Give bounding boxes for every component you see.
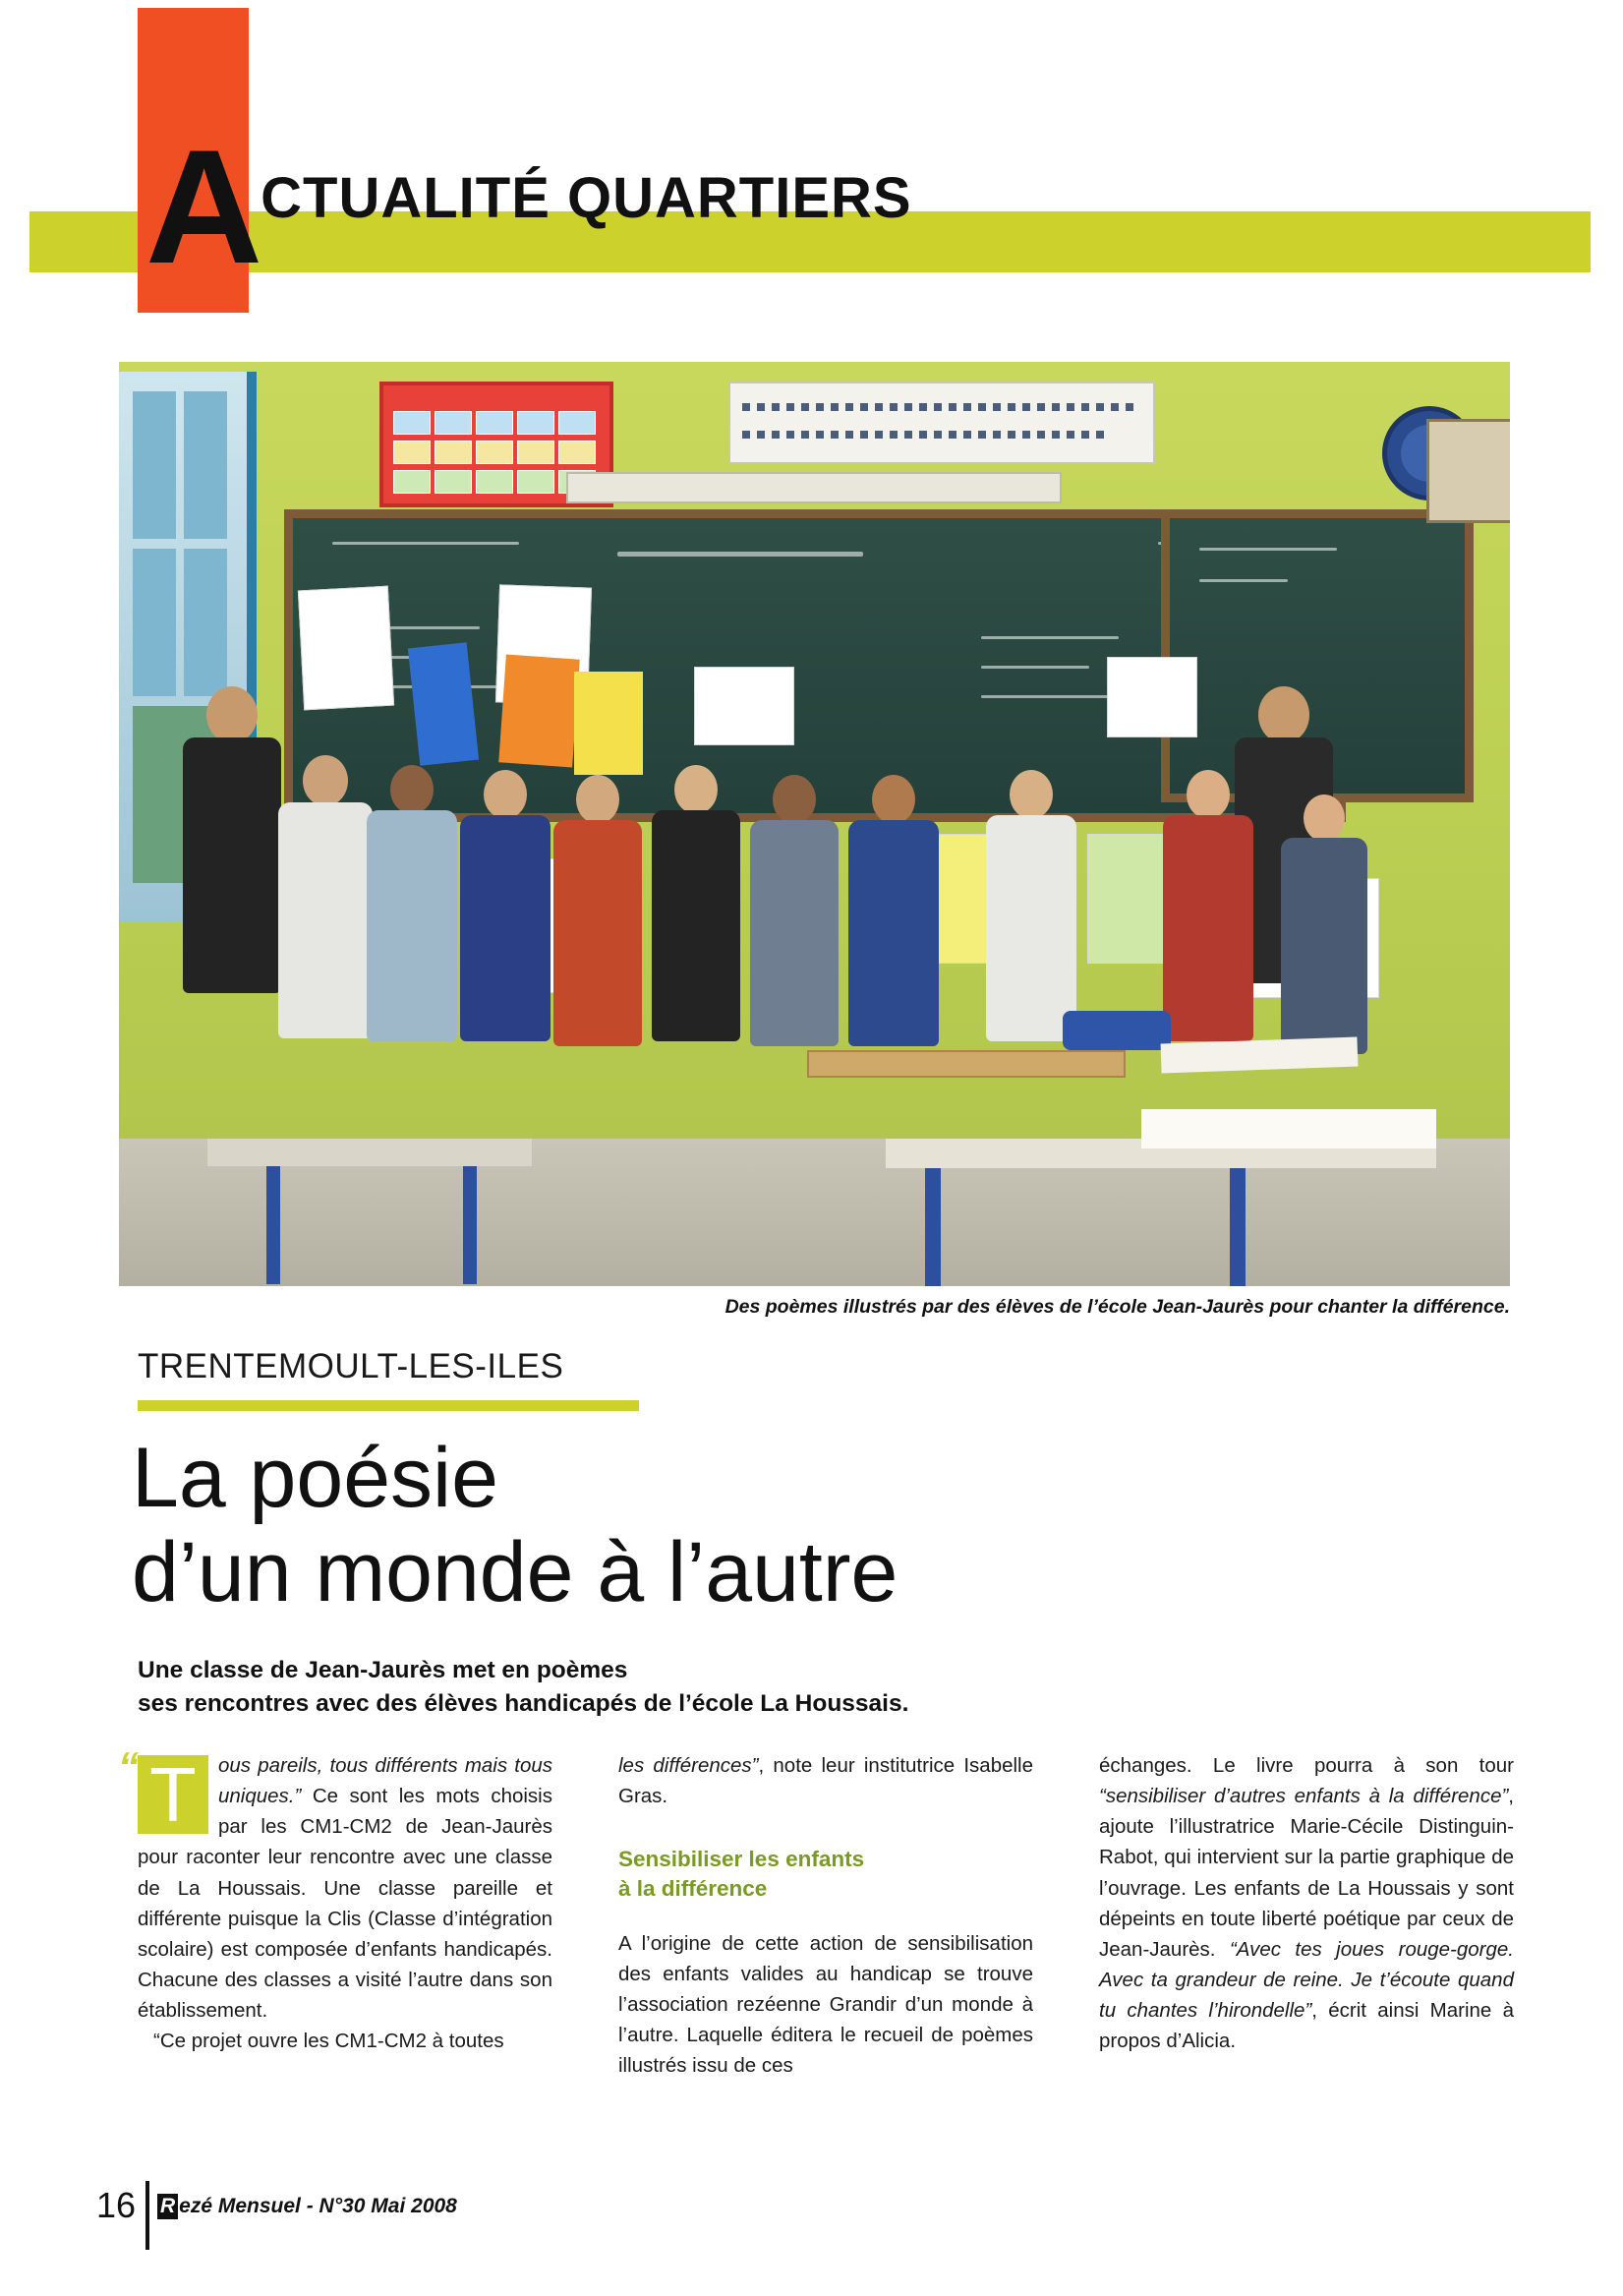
article-photo [119, 362, 1510, 1286]
photo-pupil [1279, 795, 1369, 1129]
photo-desk-leg [463, 1166, 477, 1284]
photo-alphabet-strip [728, 382, 1155, 464]
standfirst-line-2: ses rencontres avec des élèves handicapés de l’école La Houssais. [138, 1689, 909, 1717]
kicker-rule [138, 1400, 639, 1411]
photo-drawing [574, 672, 643, 775]
photo-caption: Des poèmes illustrés par des élèves de l’école Jean-Jaurès pour chanter la différence. [725, 1296, 1510, 1318]
page-number: 16 [96, 2185, 137, 2225]
photo-pupil [365, 765, 459, 1119]
photo-drawing [694, 667, 794, 745]
article-column-1 [118, 1743, 552, 2057]
standfirst-line-1: Une classe de Jean-Jaurès met en poèmes [138, 1657, 628, 1683]
classroom-photo-scene [119, 362, 1510, 1286]
col3-quote-2: “Avec tes joues rouge-gorge. Avec ta grandeur de reine. Je t’écoute quand tu chantes l’hirondelle” [1099, 1937, 1514, 2023]
col3-text-c: , écrit ainsi Marine à propos d’Alicia. [1099, 1999, 1515, 2053]
subhead-line-2: à la différence [618, 1875, 768, 1901]
masthead-title-rest: CTUALITÉ QUARTIERS [261, 166, 912, 230]
photo-desk [807, 1050, 1126, 1078]
photo-notebook [1141, 1109, 1436, 1148]
col2-lead-rest: , note leur institutrice Isabelle Gras. [618, 1754, 1034, 1808]
photo-desk-leg [266, 1166, 280, 1284]
col2-lead-italic: les différences” [618, 1754, 759, 1777]
col3-text-b: , ajoute l’illustratrice Marie-Cécile Distinguin-Rabot, qui intervient sur la partie graphique de l’ouvrage. Les enfants de La Houssais y sont dépeints en toute liberté poétique par ceux de Jean-Jaurès. [1099, 1785, 1514, 1961]
col1-lead-italic: ous pareils, tous différents mais tous uniques.” [218, 1754, 552, 1808]
article-column-3 [1099, 1750, 1514, 2057]
subhead-line-1: Sensibiliser les enfants [618, 1847, 865, 1872]
paragraph [618, 1750, 1033, 1811]
photo-drawing [1107, 657, 1197, 737]
photo-pupil [276, 755, 375, 1129]
article-body [118, 1743, 1515, 2163]
headline-line-1: La poésie [132, 1431, 498, 1525]
photo-shelf [566, 472, 1062, 503]
col3-quote-1: “sensibiliser d’autres enfants à la différence” [1099, 1785, 1509, 1808]
photo-desk-leg [1230, 1168, 1246, 1286]
col1-paragraph-2: “Ce projet ouvre les CM1-CM2 à toutes [153, 2030, 504, 2053]
article-standfirst [138, 1654, 1121, 1721]
footer-issue-info: Mensuel - N°30 Mai 2008 [212, 2195, 457, 2217]
masthead-title [145, 116, 912, 297]
paragraph [138, 2026, 552, 2056]
paragraph [618, 1928, 1033, 2082]
headline-line-2: d’un monde à l’autre [132, 1525, 898, 1620]
photo-drawing [298, 586, 394, 711]
masthead-title-capital: A [145, 116, 261, 297]
section-subhead [618, 1845, 1033, 1903]
article-column-2 [618, 1750, 1033, 2082]
opening-quote-mark: “ [118, 1743, 139, 1790]
photo-drawing [408, 642, 479, 766]
photo-desk-leg [925, 1168, 941, 1286]
photo-pupil [458, 770, 552, 1114]
drop-cap: T [138, 1755, 208, 1834]
col3-text-a: échanges. Le livre pourra à son tour [1099, 1754, 1514, 1777]
photo-teacher [178, 686, 286, 1099]
masthead [0, 0, 1623, 334]
col1-lead-rest: Ce sont les mots choisis par les CM1-CM2 de Jean-Jaurès pour raconter leur rencontre avec une classe de La Houssais. Une classe pareille et différente puisque la Clis (Classe d’intégration scolaire) est composée d’enfants handicapés. Chacune des classes a visité l’autre dans son établissement. [138, 1785, 552, 2023]
footer-rule [145, 2181, 149, 2250]
photo-pupil [551, 775, 644, 1119]
page-title [132, 1431, 1213, 1620]
photo-desk [207, 1139, 532, 1166]
paragraph [1099, 1750, 1514, 2057]
photo-pupil [650, 765, 742, 1109]
photo-pencil-case [1063, 1011, 1171, 1050]
brand-initial: R [157, 2194, 178, 2219]
footer-publication-info [157, 2195, 457, 2218]
photo-framed-portrait [1426, 419, 1510, 523]
col2-paragraph-2: A l’origine de cette action de sensibilisation des enfants valides au handicap se trouve l’association rezéenne Grandir d’un monde à l’autre. Laquelle éditera le recueil de poèmes illustrés issu de ces [618, 1931, 1033, 2078]
article-kicker: TRENTEMOULT-LES-ILES [138, 1347, 564, 1385]
photo-drawing [498, 655, 579, 768]
brand-name: ezé [179, 2195, 213, 2217]
